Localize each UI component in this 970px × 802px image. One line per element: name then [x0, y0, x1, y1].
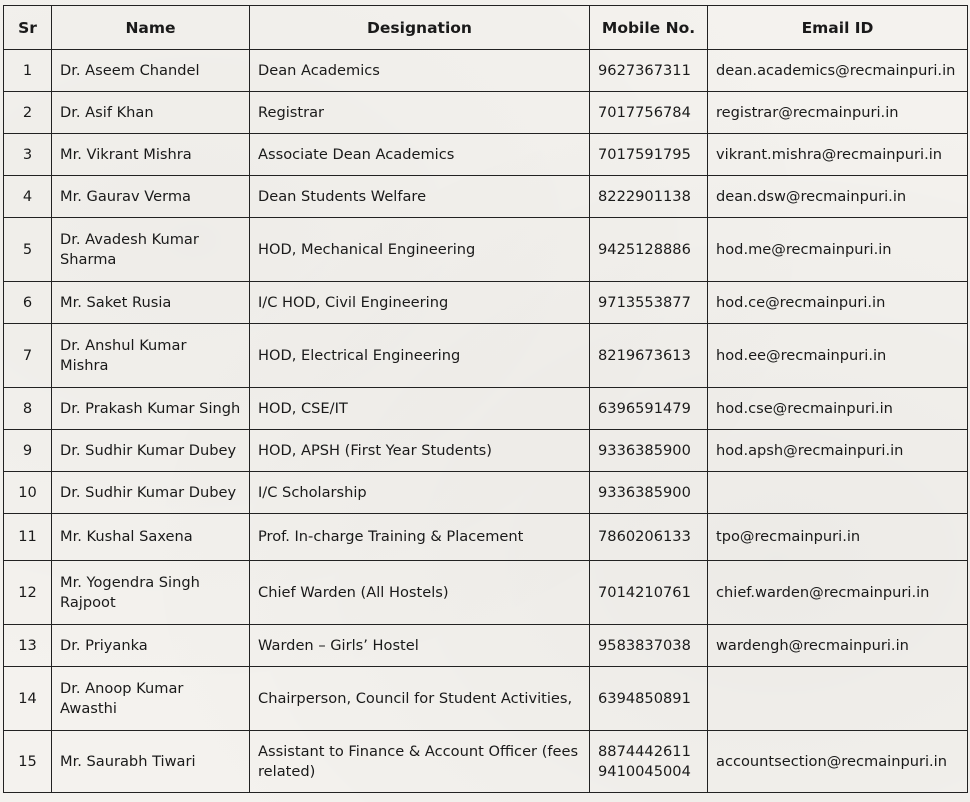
table-row	[4, 667, 968, 731]
cell-sr: 2	[4, 92, 52, 134]
cell-designation-line: Assistant to Finance & Account Officer (fees	[258, 742, 579, 760]
cell-designation	[250, 430, 590, 472]
cell-designation	[250, 176, 590, 218]
cell-name	[52, 625, 250, 667]
cell-name	[52, 388, 250, 430]
cell-name-line: Awasthi	[60, 699, 117, 717]
cell-designation-line: Chairperson, Council for Student Activities,	[258, 689, 573, 707]
cell-mobile-line: 9425128886	[598, 240, 691, 258]
cell-designation-line: HOD, CSE/IT	[258, 399, 348, 417]
cell-email	[708, 667, 968, 731]
cell-name-line: Mishra	[60, 356, 109, 374]
cell-name-line: Dr. Priyanka	[60, 636, 148, 654]
cell-designation	[250, 218, 590, 282]
cell-sr: 9	[4, 430, 52, 472]
header-email: Email ID	[708, 6, 968, 50]
cell-name	[52, 667, 250, 731]
table-row	[4, 134, 968, 176]
cell-mobile	[590, 430, 708, 472]
cell-sr: 8	[4, 388, 52, 430]
cell-mobile	[590, 731, 708, 793]
cell-designation	[250, 388, 590, 430]
table-body	[4, 50, 968, 793]
cell-mobile-line: 8219673613	[598, 346, 691, 364]
cell-name	[52, 218, 250, 282]
cell-name	[52, 134, 250, 176]
cell-email: registrar@recmainpuri.in	[708, 92, 968, 134]
cell-sr: 4	[4, 176, 52, 218]
header-mobile: Mobile No.	[590, 6, 708, 50]
cell-mobile-line: 9336385900	[598, 483, 691, 501]
table-row	[4, 50, 968, 92]
cell-name-line: Mr. Vikrant Mishra	[60, 145, 192, 163]
cell-designation	[250, 324, 590, 388]
cell-email: hod.ee@recmainpuri.in	[708, 324, 968, 388]
cell-name-line: Dr. Prakash Kumar Singh	[60, 399, 241, 417]
cell-sr: 6	[4, 282, 52, 324]
cell-email: hod.cse@recmainpuri.in	[708, 388, 968, 430]
table-row	[4, 388, 968, 430]
cell-designation-line: Dean Academics	[258, 61, 380, 79]
cell-mobile-line: 9336385900	[598, 441, 691, 459]
cell-designation-line: Warden – Girls’ Hostel	[258, 636, 419, 654]
cell-mobile-line: 8222901138	[598, 187, 691, 205]
table-row	[4, 514, 968, 561]
cell-mobile	[590, 514, 708, 561]
cell-mobile	[590, 472, 708, 514]
cell-designation	[250, 625, 590, 667]
cell-email: vikrant.mishra@recmainpuri.in	[708, 134, 968, 176]
cell-name-line: Dr. Sudhir Kumar Dubey	[60, 483, 237, 501]
cell-designation-line: Registrar	[258, 103, 325, 121]
cell-email: chief.warden@recmainpuri.in	[708, 561, 968, 625]
table-row	[4, 561, 968, 625]
cell-mobile-line: 9410045004	[598, 762, 691, 780]
cell-mobile-line: 7860206133	[598, 528, 691, 545]
table-row	[4, 282, 968, 324]
cell-designation-line: HOD, Electrical Engineering	[258, 346, 461, 364]
cell-designation	[250, 667, 590, 731]
cell-sr: 7	[4, 324, 52, 388]
cell-mobile-line: 7017756784	[598, 103, 691, 121]
cell-email: accountsection@recmainpuri.in	[708, 731, 968, 793]
cell-name-line: Mr. Saurabh Tiwari	[60, 752, 196, 770]
cell-sr: 12	[4, 561, 52, 625]
cell-mobile	[590, 50, 708, 92]
cell-mobile-line: 6394850891	[598, 689, 691, 707]
cell-mobile-line: 9713553877	[598, 293, 691, 311]
cell-email: hod.ce@recmainpuri.in	[708, 282, 968, 324]
cell-designation	[250, 134, 590, 176]
cell-designation	[250, 92, 590, 134]
header-row	[4, 6, 968, 50]
table-row	[4, 324, 968, 388]
cell-email	[708, 472, 968, 514]
header-sr: Sr	[4, 6, 52, 50]
cell-name	[52, 176, 250, 218]
cell-designation-line: related)	[258, 762, 316, 780]
cell-mobile	[590, 388, 708, 430]
cell-sr: 11	[4, 514, 52, 561]
cell-mobile	[590, 282, 708, 324]
cell-name-line: Dr. Anshul Kumar	[60, 336, 187, 354]
cell-sr: 10	[4, 472, 52, 514]
cell-mobile-line: 7014210761	[598, 583, 691, 601]
cell-mobile-line: 6396591479	[598, 399, 691, 417]
table-row	[4, 430, 968, 472]
cell-designation	[250, 282, 590, 324]
cell-email: tpo@recmainpuri.in	[708, 514, 968, 561]
cell-name-line: Dr. Avadesh Kumar	[60, 230, 199, 248]
cell-mobile	[590, 176, 708, 218]
cell-sr: 13	[4, 625, 52, 667]
cell-designation-line: I/C HOD, Civil Engineering	[258, 293, 449, 311]
cell-sr: 3	[4, 134, 52, 176]
cell-mobile-line: 8874442611	[598, 742, 691, 760]
cell-designation	[250, 472, 590, 514]
cell-name-line: Mr. Gaurav Verma	[60, 187, 191, 205]
table-row	[4, 92, 968, 134]
cell-name-line: Dr. Anoop Kumar	[60, 679, 184, 697]
header-name: Name	[52, 6, 250, 50]
cell-email: hod.me@recmainpuri.in	[708, 218, 968, 282]
header-designation: Designation	[250, 6, 590, 50]
cell-name	[52, 731, 250, 793]
cell-mobile	[590, 561, 708, 625]
table-row	[4, 176, 968, 218]
cell-name	[52, 92, 250, 134]
cell-designation	[250, 731, 590, 793]
cell-name-line: Mr. Saket Rusia	[60, 293, 172, 311]
table-row	[4, 625, 968, 667]
cell-sr: 15	[4, 731, 52, 793]
cell-sr: 5	[4, 218, 52, 282]
cell-name-line: Rajpoot	[60, 593, 116, 611]
cell-name-line: Sharma	[60, 250, 117, 268]
cell-designation	[250, 561, 590, 625]
cell-email: wardengh@recmainpuri.in	[708, 625, 968, 667]
cell-mobile	[590, 324, 708, 388]
cell-name	[52, 430, 250, 472]
cell-email: dean.dsw@recmainpuri.in	[708, 176, 968, 218]
cell-email: dean.academics@recmainpuri.in	[708, 50, 968, 92]
cell-name	[52, 514, 250, 561]
table-row	[4, 731, 968, 793]
cell-designation-line: Prof. In-charge Training & Placement	[258, 528, 524, 545]
cell-designation-line: HOD, APSH (First Year Students)	[258, 441, 492, 459]
cell-name	[52, 472, 250, 514]
cell-name	[52, 324, 250, 388]
cell-designation	[250, 50, 590, 92]
cell-name	[52, 561, 250, 625]
cell-mobile	[590, 625, 708, 667]
cell-name-line: Dr. Asif Khan	[60, 103, 154, 121]
cell-designation-line: Chief Warden (All Hostels)	[258, 583, 449, 601]
table-row	[4, 218, 968, 282]
cell-mobile-line: 9627367311	[598, 61, 691, 79]
contacts-table	[3, 5, 968, 793]
cell-name-line: Mr. Yogendra Singh	[60, 573, 200, 591]
table-row	[4, 472, 968, 514]
cell-designation-line: Dean Students Welfare	[258, 187, 427, 205]
cell-sr: 1	[4, 50, 52, 92]
cell-designation-line: HOD, Mechanical Engineering	[258, 240, 476, 258]
cell-email: hod.apsh@recmainpuri.in	[708, 430, 968, 472]
cell-mobile	[590, 667, 708, 731]
cell-mobile-line: 7017591795	[598, 145, 691, 163]
cell-mobile-line: 9583837038	[598, 636, 691, 654]
cell-designation-line: I/C Scholarship	[258, 483, 367, 501]
cell-mobile	[590, 218, 708, 282]
cell-name-line: Mr. Kushal Saxena	[60, 528, 193, 545]
cell-name	[52, 50, 250, 92]
cell-designation-line: Associate Dean Academics	[258, 145, 455, 163]
cell-name	[52, 282, 250, 324]
cell-sr: 14	[4, 667, 52, 731]
cell-designation	[250, 514, 590, 561]
cell-mobile	[590, 134, 708, 176]
cell-name-line: Dr. Aseem Chandel	[60, 61, 200, 79]
cell-name-line: Dr. Sudhir Kumar Dubey	[60, 441, 237, 459]
cell-mobile	[590, 92, 708, 134]
